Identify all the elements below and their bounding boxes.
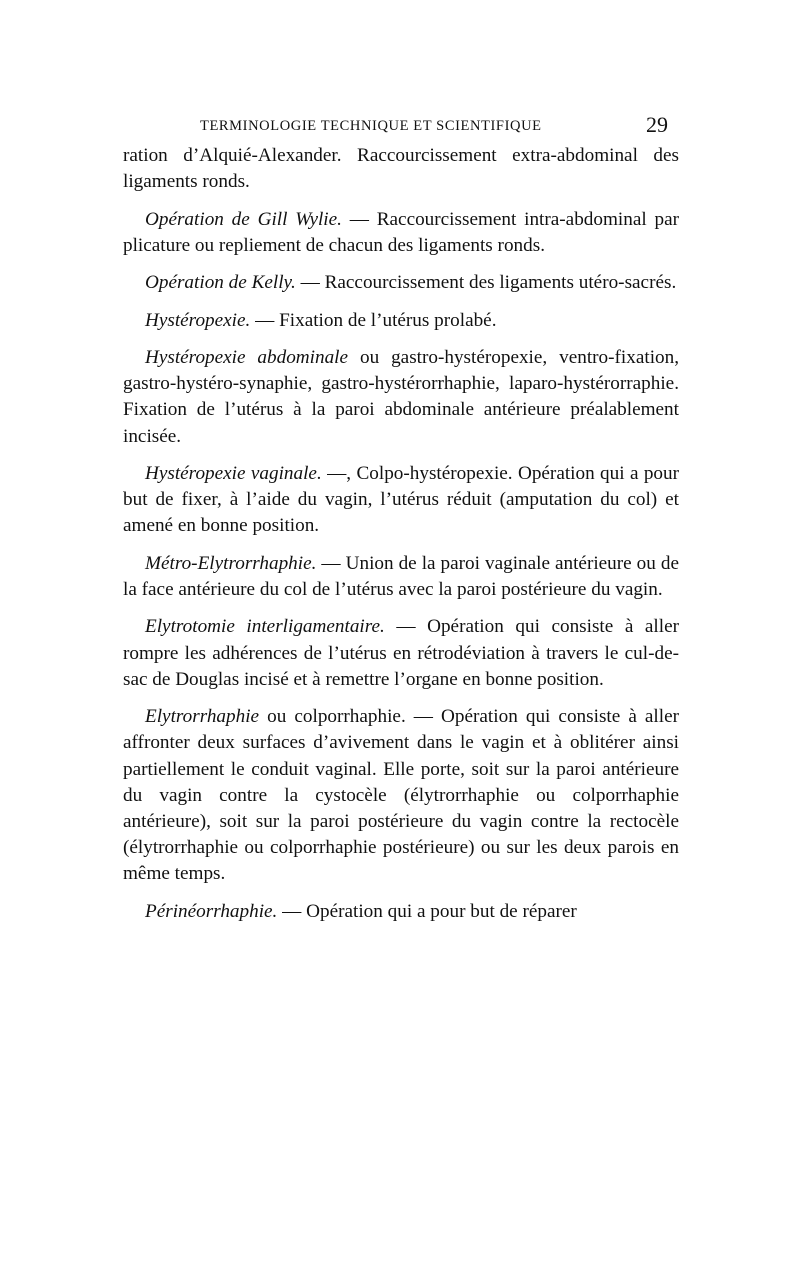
entry-hysteropexie-abdominale <box>123 345 679 450</box>
entry-elytrorrhaphie <box>123 704 679 887</box>
entry-term: Hystéropexie vaginale. <box>145 462 322 484</box>
page-number: 29 <box>646 112 668 137</box>
body-text <box>123 143 679 936</box>
entry-term: Périnéorrhaphie. <box>145 900 278 922</box>
entry-term: Hystéropexie. <box>145 309 251 331</box>
entry-metro-elytrorrhaphie <box>123 551 679 603</box>
entry-perineorrhaphie <box>123 899 679 925</box>
entry-term: Métro-Elytrorrhaphie. <box>145 552 317 574</box>
entry-term: Opération de Kelly. <box>145 272 296 294</box>
entry-definition: —, Colpo-hystéropexie. Opération qui a pour but de fixer, à l’aide du vagin, l’utérus réduit (amputation du col) et amené en bonne position. <box>123 462 679 537</box>
entry-definition: ou gastro-hystéropexie, ventro-fixation, gastro-hystéro-synaphie, gastro-hystérorrhaphie, laparo-hystérorraphie. Fixation de l’utérus à la paroi abdominale antérieure préalablement incisée. <box>123 346 680 447</box>
entry-definition: — Opération qui a pour but de réparer <box>277 900 577 922</box>
entry-gill-wylie <box>123 207 679 259</box>
entry-kelly <box>123 270 679 296</box>
entry-term: Opération de Gill Wylie. <box>145 208 342 230</box>
entry-term: Elytrotomie interligamentaire. <box>145 616 385 638</box>
entry-hysteropexie-vaginale <box>123 461 679 540</box>
entry-definition: ou colporrhaphie. — Opération qui consiste à aller affronter deux surfaces d’avivement dans le vagin et à oblitérer ainsi partiellement le conduit vaginal. Elle porte, soit sur la paroi antérieure du vagin contre la cystocèle (élytrorrhaphie ou colporrhaphie antérieure), soit sur la paroi postérieure du vagin contre la rectocèle (élytrorrhaphie ou colporrhaphie postérieure) ou sur les deux parois en même temps. <box>123 706 679 885</box>
paragraph-continuation <box>123 143 679 195</box>
entry-definition: — Union de la paroi vaginale antérieure ou de la face antérieure du col de l’utérus avec la paroi postérieure du vagin. <box>123 552 679 600</box>
entry-term: Hystéropexie abdominale <box>145 346 349 368</box>
entry-definition: — Opération qui consiste à aller rompre les adhérences de l’utérus en rétrodéviation à travers le cul-de-sac de Douglas incisé et à remettre l’organe en bonne position. <box>123 616 679 690</box>
paragraph-text: ration d’Alquié-Alexander. Raccourcissement extra-abdominal des ligaments ronds. <box>123 145 679 193</box>
entry-elytrotomie <box>123 614 679 693</box>
entry-term: Elytrorrhaphie <box>145 706 260 728</box>
entry-definition: — Raccourcissement des ligaments utéro-sacrés. <box>295 272 677 294</box>
running-title: TERMINOLOGIE TECHNIQUE ET SCIENTIFIQUE <box>200 118 542 134</box>
running-head <box>200 112 668 142</box>
entry-definition: — Fixation de l’utérus prolabé. <box>250 309 497 331</box>
entry-definition: — Raccourcissement intra-abdominal par plicature ou repliement de chacun des ligaments ronds. <box>123 208 679 256</box>
entry-hysteropexie <box>123 308 679 334</box>
